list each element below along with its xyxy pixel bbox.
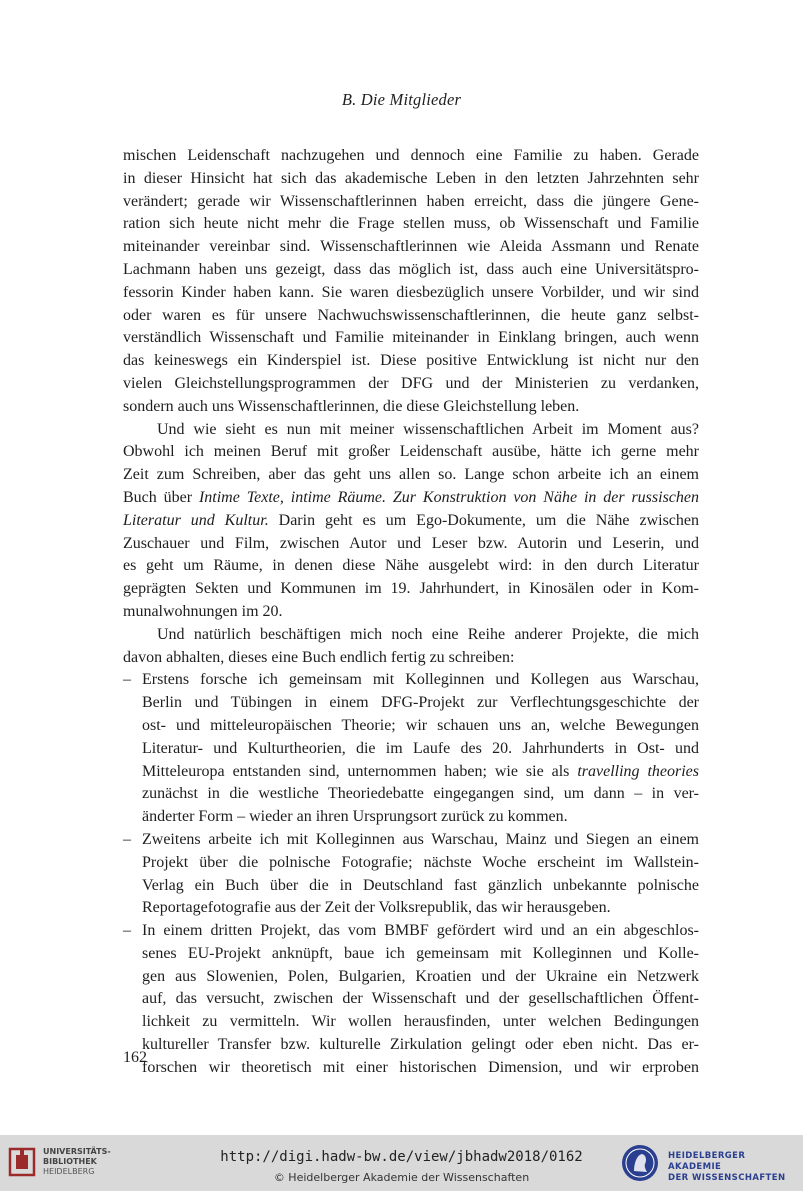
- text-line: auf, das versucht, zwischen der Wissenschaft und der gesellschaftlichen Öffent-: [142, 990, 699, 1008]
- logo-line: DER WISSENSCHAFTEN: [668, 1173, 786, 1183]
- text-line: Berlin und Tübingen in einem DFG-Projekt zur Verflechtungsgeschichte der: [142, 694, 699, 712]
- text-line: [123, 761, 699, 784]
- text-line: Zuschauer und Film, zwischen Autor und Leser bzw. Autorin und Leserin, und: [123, 534, 699, 552]
- text-line: [123, 487, 699, 510]
- text-line: kultureller Transfer bzw. kulturelle Zirkulation gelingt oder eben nicht. Das er-: [142, 1036, 699, 1054]
- list-item: [123, 920, 699, 943]
- text-line: Lachmann haben uns gezeigt, dass das möglich ist, dass auch eine Universitätspro-: [123, 260, 699, 278]
- copyright-notice: © Heidelberger Akademie der Wissenschaften: [273, 1171, 530, 1184]
- text-line: Und wie sieht es nun mit meiner wissenschaftlichen Arbeit im Moment aus?: [157, 420, 699, 438]
- book-title: Intime Texte, intime Räume. Zur Konstruktion von Nähe in der russischen: [198, 488, 700, 506]
- text-line: ost- und mitteleuropäischen Theorie; wir schauen uns an, welche Bewegungen: [142, 716, 699, 734]
- logo-line: HEIDELBERG: [43, 1167, 95, 1176]
- text-line: Obwohl ich meinen Beruf mit großer Leidenschaft ausübe, hätte ich gerne mehr: [123, 443, 699, 461]
- logo-line: HEIDELBERGER AKADEMIE: [668, 1151, 746, 1172]
- text-line: vielen Gleichstellungsprogrammen der DFG und der Ministerien zu verdanken,: [123, 374, 699, 392]
- text-segment: Erstens forsche ich gemeinsam mit Kolleginnen und Kollegen aus Warschau,: [142, 671, 699, 689]
- page-number: 162: [123, 1049, 147, 1066]
- text-line: Verlag ein Buch über die in Deutschland fast gänzlich unbekannte polnische: [142, 876, 699, 894]
- text-segment: Buch über: [123, 488, 199, 506]
- viewer-footer: [0, 1135, 803, 1191]
- text-line: änderter Form – wieder an ihren Ursprungsort zurück zu kommen.: [142, 808, 568, 826]
- text-line: Und natürlich beschäftigen mich noch eine Reihe anderer Projekte, die mich: [157, 625, 699, 643]
- text-line: sondern auch uns Wissenschaftlerinnen, die diese Gleichstellung leben.: [123, 397, 580, 415]
- text-segment: Darin geht es um Ego-Dokumente, um die Nähe zwischen: [268, 511, 699, 529]
- text-line: Reportagefotografie aus der Zeit der Volksrepublik, das wir herausgeben.: [142, 899, 611, 917]
- text-line: munalwohnungen im 20.: [123, 602, 283, 620]
- text-line: oder waren es für unsere Nachwuchswissenschaftlerinnen, die heute ganz selbst-: [123, 306, 699, 324]
- text-line: das keineswegs ein Kinderspiel ist. Diese positive Entwicklung ist nicht nur den: [123, 352, 699, 370]
- list-item: [123, 669, 699, 692]
- body-text: [123, 145, 699, 1080]
- text-line: fessorin Kinder haben kann. Sie waren diesbezüglich unsere Vorbilder, und wir sind: [123, 283, 699, 301]
- book-title: Literatur und Kultur.: [123, 511, 269, 529]
- text-line: verständlich Wissenschaft und Familie miteinander in Einklang bringen, auch wenn: [123, 329, 699, 347]
- list-item: [123, 829, 699, 852]
- text-line: Projekt über die polnische Fotografie; nächste Woche erscheint im Wallstein-: [142, 853, 699, 871]
- logo-line: UNIVERSITÄTS-: [43, 1147, 111, 1156]
- text-line: verändert; gerade wir Wissenschaftlerinnen haben erreicht, dass die jüngere Gene-: [123, 192, 699, 210]
- text-line: in dieser Hinsicht hat sich das akademische Leben in den letzten Jahrzehnten sehr: [123, 169, 699, 187]
- text-line: [123, 510, 699, 533]
- academy-logo-text: [668, 1151, 800, 1184]
- text-line: mischen Leidenschaft nachzugehen und dennoch eine Familie zu haben. Gerade: [123, 147, 699, 164]
- text-line: geprägten Sekten und Kommunen im 19. Jahrhundert, in Kinosälen oder in Kom-: [123, 580, 699, 598]
- text-line: gen aus Slowenien, Polen, Bulgarien, Kroatien und der Ukraine ein Netzwerk: [142, 967, 699, 985]
- running-head: B. Die Mitglieder: [341, 90, 462, 109]
- text-line: Zeit zum Schreiben, aber das geht uns allen so. Lange schon arbeite ich an einem: [123, 466, 699, 484]
- text-segment: Mitteleuropa entstanden sind, unternommen haben; wie sie als: [142, 762, 578, 780]
- text-line: senes EU-Projekt anknüpft, baue ich gemeinsam mit Kolleginnen und Kolle-: [142, 944, 699, 962]
- text-line: Literatur- und Kulturtheorien, die im Laufe des 20. Jahrhunderts in Ost- und: [142, 739, 699, 757]
- text-line: lichkeit zu vermitteln. Wir wollen herausfinden, unter welchen Bedingungen: [142, 1013, 699, 1031]
- text-line: es geht um Räume, in denen diese Nähe ausgelebt wird: in den durch Literatur: [123, 557, 699, 575]
- permalink-url[interactable]: http://digi.hadw-bw.de/view/jbhadw2018/0162: [220, 1149, 583, 1165]
- text-line: zunächst in die westliche Theoriedebatte eingegangen sind, um dann – in ver-: [142, 785, 699, 803]
- list-dash: –: [123, 671, 131, 689]
- text-line: forschen wir theoretisch mit einer historischen Dimension, und wir erproben: [142, 1058, 699, 1076]
- text-segment: Zweitens arbeite ich mit Kolleginnen aus Warschau, Mainz und Siegen an einem: [142, 830, 699, 848]
- text-line: ration sich heute nicht mehr die Frage stellen muss, ob Wissenschaft und Familie: [123, 215, 699, 233]
- logo-line: BIBLIOTHEK: [43, 1157, 97, 1166]
- list-dash: –: [123, 922, 131, 940]
- emphasis-term: travelling theories: [577, 762, 699, 780]
- academy-seal-icon: [620, 1143, 660, 1183]
- academy-logo[interactable]: [620, 1141, 800, 1185]
- list-dash: –: [123, 830, 131, 848]
- text-line: miteinander vereinbar sind. Wissenschaftlerinnen wie Aleida Assmann und Renate: [123, 238, 699, 256]
- text-line: davon abhalten, dieses eine Buch endlich fertig zu schreiben:: [123, 648, 515, 666]
- text-segment: In einem dritten Projekt, das vom BMBF gefördert wird und an ein abgeschlos-: [142, 922, 699, 940]
